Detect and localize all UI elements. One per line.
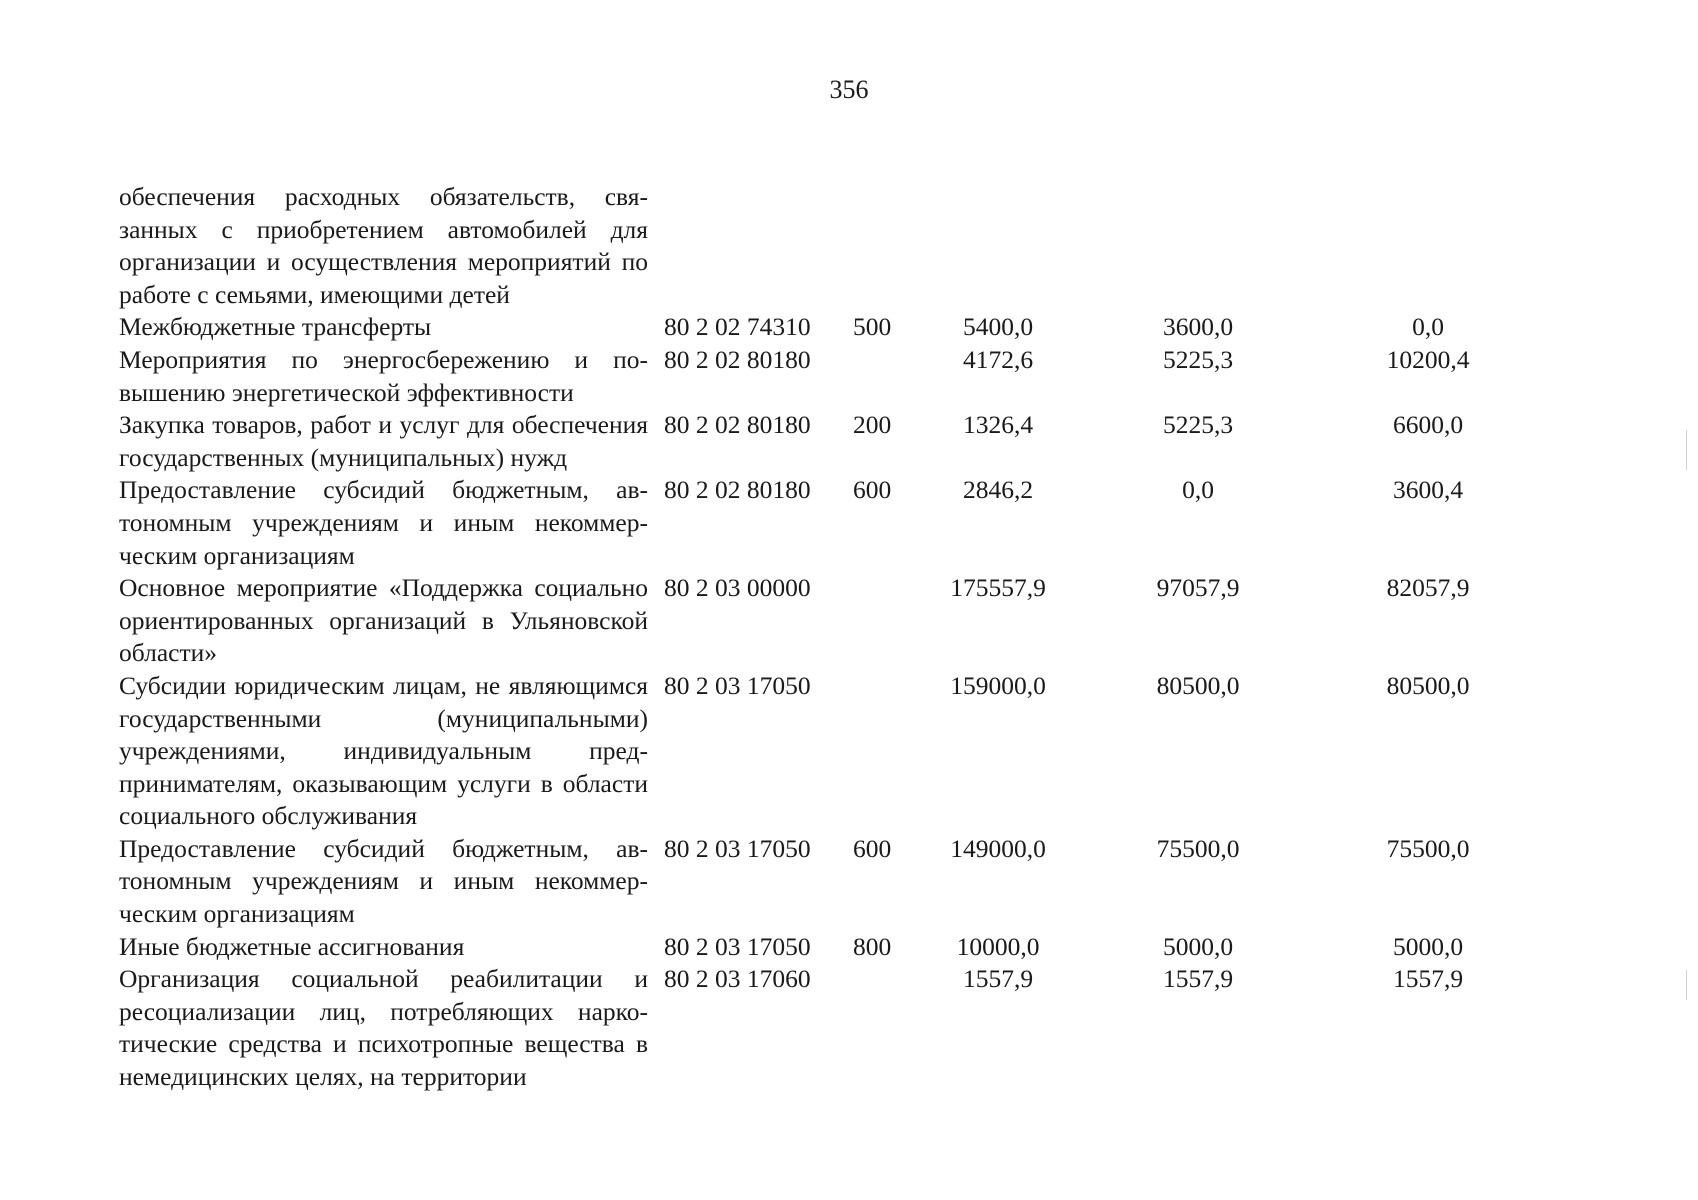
row-value-3: 10200,4 (1386, 344, 1470, 374)
row-value-1: 10000,0 (956, 931, 1040, 961)
row-value-2: 80500,0 (1156, 670, 1240, 700)
row-value-2: 5225,3 (1162, 410, 1234, 440)
table-row (119, 670, 1539, 833)
row-expense-type: 600 (853, 475, 892, 505)
table-row (119, 833, 1539, 931)
row-value-2: 5225,3 (1162, 344, 1234, 374)
scan-artifact (1686, 970, 1687, 1000)
row-expense-type: 600 (853, 833, 892, 863)
table-row (119, 931, 1539, 964)
row-value-3: 6600,0 (1392, 410, 1464, 440)
row-value-2: 75500,0 (1156, 833, 1240, 863)
row-expense-type (843, 670, 913, 833)
row-value-3 (1313, 181, 1543, 311)
row-value-2 (1083, 181, 1313, 311)
page-number: 356 (829, 75, 869, 104)
table-row (119, 572, 1539, 670)
row-expense-type: 800 (853, 931, 892, 961)
table-row (119, 474, 1539, 572)
row-value-3: 0,0 (1412, 312, 1444, 342)
row-value-2: 5000,0 (1162, 931, 1234, 961)
row-value-2: 0,0 (1182, 475, 1214, 505)
row-description: Мероприятия по энергосбережению и повышению энергетической эффективности (119, 344, 648, 407)
row-value-3: 75500,0 (1386, 833, 1470, 863)
row-code (648, 181, 843, 311)
row-code: 80 2 03 17050 (664, 833, 811, 863)
table-row (119, 181, 1539, 311)
table-row (119, 963, 1539, 1093)
table-row (119, 344, 1539, 409)
row-description: обеспечения расходных обязательств, связанных с приобретением автомобилей для организации и осуществления мероприятий по работе с семьями, имеющими детей (119, 182, 648, 309)
row-code: 80 2 02 80180 (664, 410, 811, 440)
row-expense-type (843, 344, 913, 409)
row-code: 80 2 03 00000 (664, 573, 811, 603)
row-value-1: 2846,2 (962, 475, 1034, 505)
row-description: Межбюджетные трансферты (119, 312, 432, 342)
table-row (119, 409, 1539, 474)
row-description: Организация социальной реабилитации и ресоциализации лиц, потребляющих наркотические средства и психотропные вещества в немедицинских целях, на территории (119, 964, 648, 1092)
row-expense-type: 500 (853, 312, 892, 342)
row-code: 80 2 02 80180 (664, 475, 811, 505)
row-code: 80 2 02 74310 (664, 312, 811, 342)
row-value-3: 3600,4 (1392, 475, 1464, 505)
row-value-1: 1326,4 (962, 410, 1034, 440)
table-row (119, 311, 1539, 344)
row-value-2: 97057,9 (1156, 573, 1240, 603)
scan-artifact (1686, 430, 1687, 470)
row-code: 80 2 03 17060 (664, 964, 811, 994)
row-value-1: 175557,9 (950, 573, 1046, 603)
row-value-1: 4172,6 (962, 344, 1034, 374)
row-description: Иные бюджетные ассигнования (119, 931, 465, 961)
row-code: 80 2 03 17050 (664, 670, 811, 700)
row-code: 80 2 03 17050 (664, 931, 811, 961)
row-value-3: 1557,9 (1392, 964, 1464, 994)
row-value-1: 5400,0 (962, 312, 1034, 342)
row-description: Основное мероприятие «Поддержка социально ориентированных организаций в Ульяновской области» (119, 573, 648, 668)
row-value-2: 3600,0 (1162, 312, 1234, 342)
row-value-1: 159000,0 (950, 670, 1046, 700)
row-expense-type: 200 (853, 410, 892, 440)
row-value-1 (913, 181, 1083, 311)
row-value-3: 82057,9 (1386, 573, 1470, 603)
row-value-1: 149000,0 (950, 833, 1046, 863)
row-value-2: 1557,9 (1162, 964, 1234, 994)
row-description: Закупка товаров, работ и услуг для обеспечения государственных (муниципальных) нужд (119, 410, 648, 472)
row-expense-type (843, 572, 913, 670)
row-value-3: 5000,0 (1392, 931, 1464, 961)
row-description: Предоставление субсидий бюджетным, автономным учреждениям и иным некоммерческим организациям (119, 475, 648, 570)
row-expense-type (843, 181, 913, 311)
budget-table (119, 181, 1539, 1094)
row-value-1: 1557,9 (962, 964, 1034, 994)
row-value-3: 80500,0 (1386, 670, 1470, 700)
row-description: Субсидии юридическим лицам, не являющимся государственными (муниципальными) учреждениями, индивидуальным предпринимателям, оказывающим услуги в области социального обслуживания (119, 670, 648, 831)
row-code: 80 2 02 80180 (664, 344, 811, 374)
row-expense-type (843, 963, 913, 1093)
row-description: Предоставление субсидий бюджетным, автономным учреждениям и иным некоммерческим организациям (119, 833, 648, 929)
